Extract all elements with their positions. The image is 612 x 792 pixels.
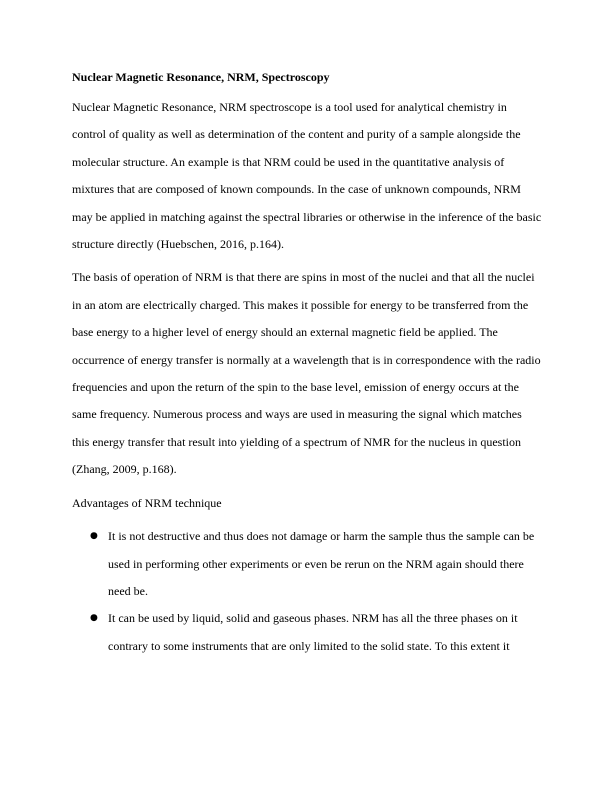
bullet-icon: ●	[90, 613, 98, 624]
document-page	[72, 66, 542, 660]
advantages-list	[72, 523, 542, 660]
list-item-text: It can be used by liquid, solid and gaseous phases. NRM has all the three phases on it contrary to some instruments that are only limited to the solid state. To this extent it	[108, 611, 518, 653]
paragraph-basis-of-operation: The basis of operation of NRM is that there are spins in most of the nuclei and that all the nuclei in an atom are electrically charged. This makes it possible for energy to be transferred from the base energy to a higher level of energy should an external magnetic field be applied. The occurrence of energy transfer is normally at a wavelength that is in correspondence with the radio frequencies and upon the return of the spin to the base level, emission of energy occurs at the same frequency. Numerous process and ways are used in measuring the signal which matches this energy transfer that result into yielding of a spectrum of NMR for the nucleus in question (Zhang, 2009, p.168).	[72, 270, 541, 477]
bullet-icon: ●	[90, 531, 98, 542]
section-subheading: Advantages of NRM technique	[72, 495, 222, 510]
paragraph-intro: Nuclear Magnetic Resonance, NRM spectroscope is a tool used for analytical chemistry in control of quality as well as determination of the content and purity of a sample alongside the molecular structure. An example is that NRM could be used in the quantitative analysis of mixtures that are composed of known compounds. In the case of unknown compounds, NRM may be applied in matching against the spectral libraries or otherwise in the inference of the basic structure directly (Huebschen, 2016, p.164).	[72, 100, 542, 252]
list-item	[72, 523, 542, 605]
document-title: Nuclear Magnetic Resonance, NRM, Spectroscopy	[72, 70, 330, 84]
list-item-text: It is not destructive and thus does not damage or harm the sample thus the sample can be used in performing other experiments or even be rerun on the NRM again should there need be.	[108, 529, 535, 598]
list-item	[72, 605, 542, 660]
